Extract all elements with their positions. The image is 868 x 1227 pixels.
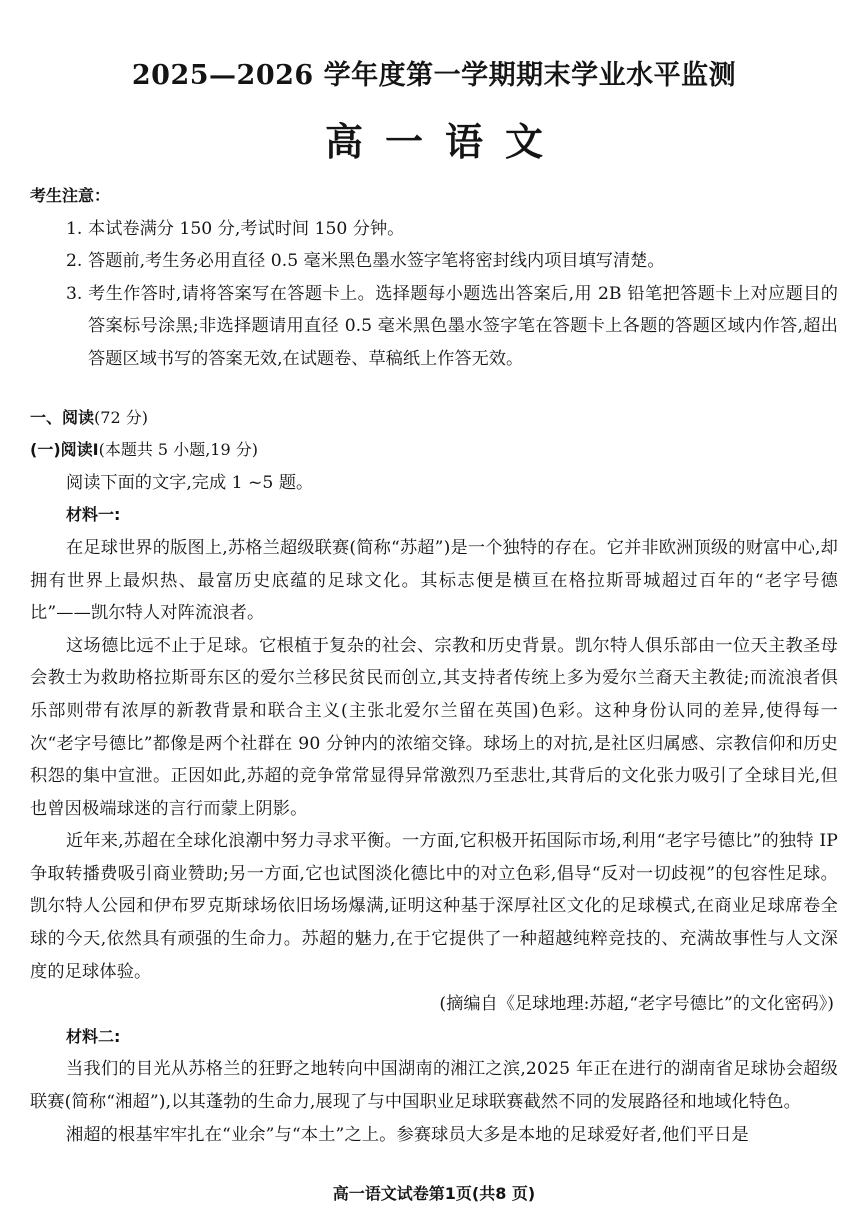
notice-item-text: 答题前,考生务必用直径 0.5 毫米黑色墨水签字笔将密封线内项目填写清楚。	[88, 251, 665, 272]
notice-item-text: 本试卷满分 150 分,考试时间 150 分钟。	[88, 218, 405, 239]
material-two-paragraph: 湘超的根基牢牢扎在“业余”与“本土”之上。参赛球员大多是本地的足球爱好者,他们平日是	[66, 1124, 749, 1145]
part-instruction: 阅读下面的文字,完成 1 ~5 题。	[66, 472, 314, 493]
notice-heading: 考生注意：	[30, 186, 111, 205]
material-one-paragraph: 近年来,苏超在全球化浪潮中努力寻求平衡。一方面,它积极开拓国际市场,利用“老字号德比”的独特 IP 争取转播费吸引商业赞助;另一方面,它也试图淡化德比中的对立色彩,倡导“反对一切歧视”的包容性足球。凯尔特人公园和伊布罗克斯球场依旧场场爆满,证明这种基于深厚社区文化的足球模式,在商业足球席卷全球的今天,依然具有顽强的生命力。苏超的魅力,在于它提供了一种超越纯粹竞技的、充满故事性与人文深度的足球体验。	[30, 831, 838, 982]
section-score: (72 分)	[94, 407, 148, 427]
material-one-paragraph: 这场德比远不止于足球。它根植于复杂的社会、宗教和历史背景。凯尔特人俱乐部由一位天主教圣母会教士为救助格拉斯哥东区的爱尔兰移民贫民而创立,其支持者传统上多为爱尔兰裔天主教徒;而流浪者俱乐部则带有浓厚的新教背景和联合主义(主张北爱尔兰留在英国)色彩。这种身份认同的差异,使得每一次“老字号德比”都像是两个社群在 90 分钟内的浓缩交锋。球场上的对抗,是社区归属感、宗教信仰和历史积怨的集中宣泄。正因如此,苏超的竞争常常显得异常激烈乃至悲壮,其背后的文化张力吸引了全球目光,但也曾因极端球迷的言行而蒙上阴影。	[30, 635, 838, 819]
notice-item-number: 2.	[66, 251, 83, 272]
exam-body	[30, 180, 838, 1151]
section-spacer	[30, 376, 838, 402]
subject-title: 高一语文	[324, 119, 565, 164]
part-label: (一)阅读Ⅰ	[30, 440, 99, 460]
notice-list	[30, 213, 838, 376]
section-heading	[30, 402, 838, 435]
notice-item-number: 1.	[66, 218, 83, 239]
section-label: 一、阅读	[30, 407, 95, 427]
material-one-paragraph: 在足球世界的版图上,苏格兰超级联赛(简称“苏超”)是一个独特的存在。它并非欧洲顶级的财富中心,却拥有世界上最炽热、最富历史底蕴的足球文化。其标志便是横亘在格拉斯哥城超过百年的“老字号德比”——凯尔特人对阵流浪者。	[30, 537, 838, 624]
page-footer: 高一语文试卷第1页(共8 页)	[332, 1184, 536, 1203]
notice-item-number: 3.	[66, 283, 83, 304]
material-two-paragraph: 当我们的目光从苏格兰的狂野之地转向中国湖南的湘江之滨,2025 年正在进行的湖南省足球协会超级联赛(简称“湘超”),以其蓬勃的生命力,展现了与中国职业足球联赛截然不同的发展路径和地域化特色。	[30, 1059, 838, 1113]
material-two-heading: 材料二:	[66, 1026, 121, 1046]
part-score: (本题共 5 小题,19 分)	[98, 440, 258, 460]
material-one-heading: 材料一:	[66, 505, 121, 525]
notice-item-text: 考生作答时,请将答案写在答题卡上。选择题每小题选出答案后,用 2B 铅笔把答题卡上对应题目的答案标号涂黑;非选择题请用直径 0.5 毫米黑色墨水签字笔在答题卡上各题的答题区域内作答,超出答题区域书写的答案无效,在试题卷、草稿纸上作答无效。	[88, 283, 838, 369]
exam-title: 2025—2026 学年度第一学期期末学业水平监测	[131, 60, 737, 91]
notice-item	[30, 278, 838, 376]
notice-item	[30, 213, 838, 246]
part-heading	[30, 434, 838, 467]
material-one-source: (摘编自《足球地理:苏超,“老字号德比”的文化密码》)	[439, 994, 834, 1015]
notice-item	[30, 245, 838, 278]
